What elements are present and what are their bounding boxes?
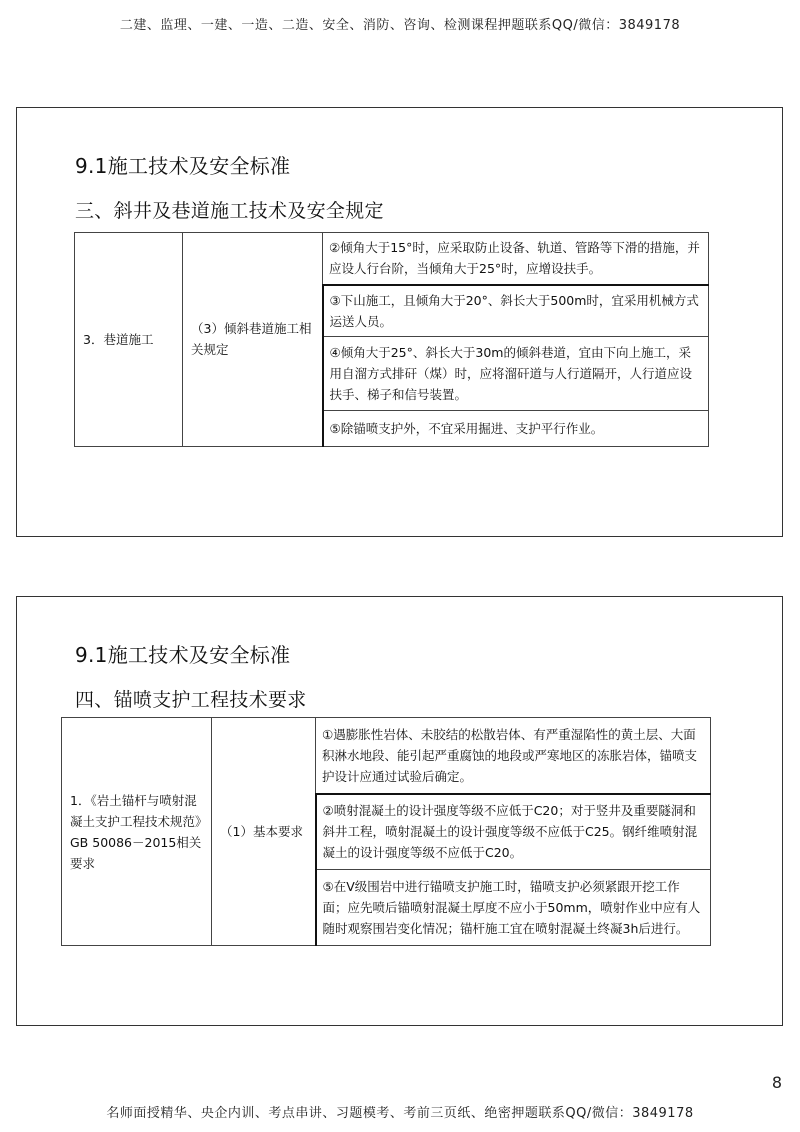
page-footer: 名师面授精华、央企内训、考点串讲、习题模考、考前三页纸、绝密押题联系QQ/微信：3849178 bbox=[106, 1106, 694, 1121]
table-subcategory-cell: （3）倾斜巷道施工相关规定 bbox=[183, 233, 323, 447]
table-item-cell: ①遇膨胀性岩体、未胶结的松散岩体、有严重湿陷性的黄土层、大面积淋水地段、能引起严重腐蚀的地段或严寒地区的冻胀岩体，锚喷支护设计应通过试验后确定。 bbox=[316, 718, 711, 794]
table-subcategory-cell: （1）基本要求 bbox=[212, 718, 316, 946]
table-item-cell: ④倾角大于25°、斜长大于30m的倾斜巷道，宜由下向上施工，采用自溜方式排矸（煤）时，应将溜矸道与人行道隔开，人行道应设扶手、梯子和信号装置。 bbox=[323, 336, 709, 410]
slide-2 bbox=[16, 596, 783, 1026]
slide-1 bbox=[16, 107, 783, 537]
table-category-cell: 1．《岩土锚杆与喷射混凝土支护工程技术规范》GB 50086－2015相关要求 bbox=[62, 718, 212, 946]
table-category-cell: 3．巷道施工 bbox=[75, 233, 183, 447]
slide-1-table bbox=[74, 232, 709, 447]
table-item-cell: ③下山施工，且倾角大于20°、斜长大于500m时，宜采用机械方式运送人员。 bbox=[323, 285, 709, 337]
table-item-cell: ⑤在Ⅴ级围岩中进行锚喷支护施工时，锚喷支护必须紧跟开挖工作面；应先喷后锚喷射混凝土厚度不应小于50mm，喷射作业中应有人随时观察围岩变化情况；锚杆施工宜在喷射混凝土终凝3h后进行。 bbox=[316, 870, 711, 946]
slide-2-subtitle: 四、锚喷支护工程技术要求 bbox=[75, 689, 307, 711]
slide-1-title: 9.1施工技术及安全标准 bbox=[75, 154, 291, 178]
table-item-cell: ②倾角大于15°时，应采取防止设备、轨道、管路等下滑的措施，并应设人行台阶，当倾角大于25°时，应增设扶手。 bbox=[323, 233, 709, 285]
table-item-cell: ②喷射混凝土的设计强度等级不应低于C20；对于竖井及重要隧洞和斜井工程，喷射混凝土的设计强度等级不应低于C25。钢纤维喷射混凝土的设计强度等级不应低于C20。 bbox=[316, 794, 711, 870]
page-number: 8 bbox=[771, 1073, 782, 1092]
slide-1-subtitle: 三、斜井及巷道施工技术及安全规定 bbox=[75, 200, 384, 222]
slide-2-title: 9.1施工技术及安全标准 bbox=[75, 643, 291, 667]
table-item-cell: ⑤除锚喷支护外，不宜采用掘进、支护平行作业。 bbox=[323, 410, 709, 446]
slide-2-table bbox=[61, 717, 711, 946]
page-header: 二建、监理、一建、一造、二造、安全、消防、咨询、检测课程押题联系QQ/微信：3849178 bbox=[119, 18, 681, 33]
